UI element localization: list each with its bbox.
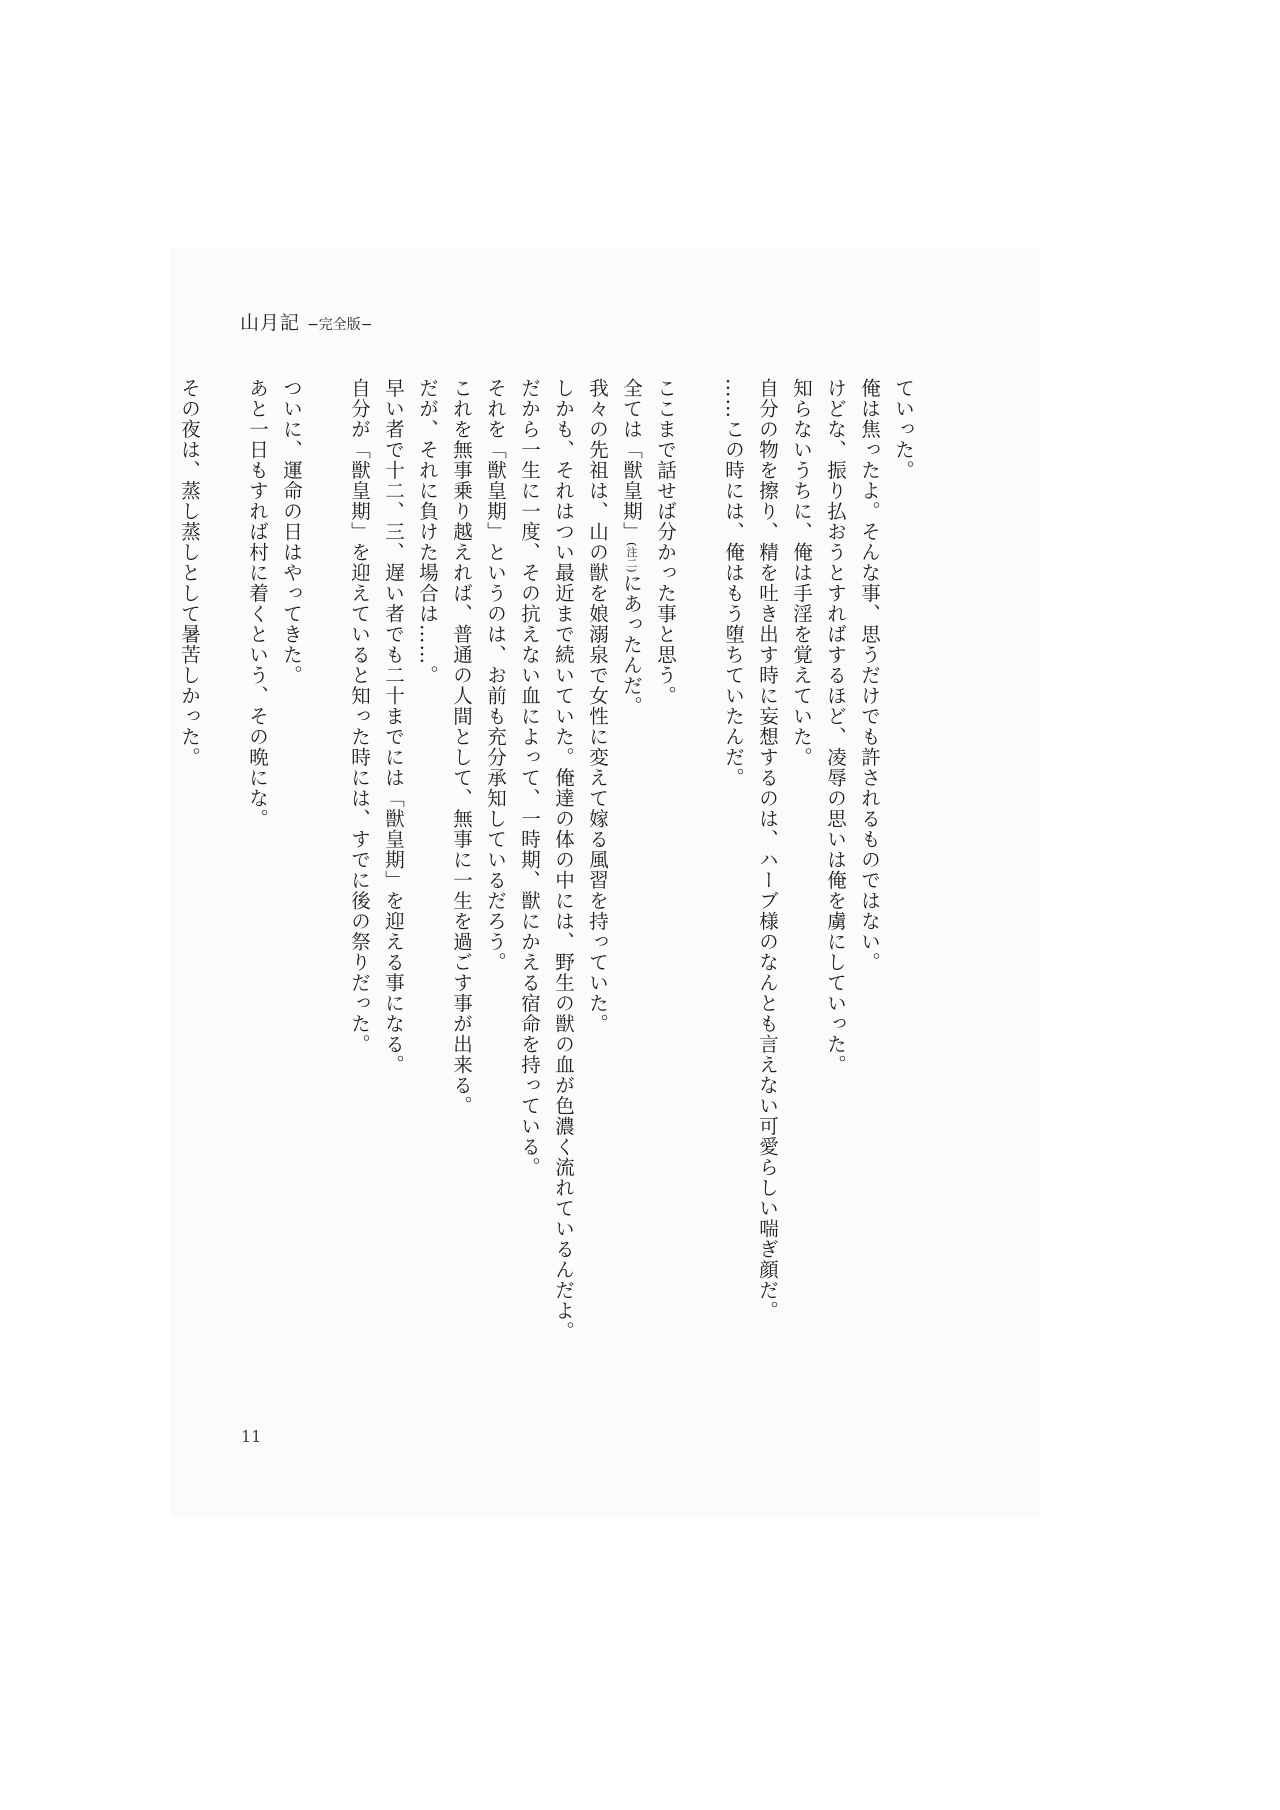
text-line: ここまで話せば分かった事と思う。	[654, 378, 677, 706]
text-line	[614, 378, 648, 1378]
text-line: ついに、運命の日はやってきた。	[280, 378, 303, 686]
text-line: あと一日もすれば村に着くという、その晩にな。	[246, 378, 269, 829]
text-line: その夜は、蒸し蒸しとして暑苦しかった。	[178, 378, 201, 768]
text-line: ……この時には、俺はもう堕ちていたんだ。	[722, 378, 745, 788]
book-subtitle: −完全版−	[307, 317, 373, 333]
paragraph-gap	[206, 378, 240, 1378]
text-line-part: にあったんだ。	[620, 572, 643, 717]
paragraph-gap	[308, 378, 342, 1378]
text-line: 自分が「獣皇期」を迎えていると知った時には、すでに後の祭りだった。	[348, 378, 371, 1055]
text-line: けどな、振り払おうとすればするほど、凌辱の思いは俺を虜にしていった。	[824, 378, 847, 1075]
text-line: これを無事乗り越えれば、普通の人間として、無事に一生を過ごす事が出来る。	[450, 378, 473, 1116]
page-number: 11	[241, 1427, 262, 1446]
text-line: ていった。	[892, 378, 915, 481]
book-title: 山月記	[240, 312, 301, 334]
text-line: しかも、それはつい最近まで続いていた。俺達の体の中には、野生の獣の血が色濃く流れているんだよ。	[552, 378, 575, 1342]
running-head	[240, 308, 373, 335]
text-line-part: 全ては「獣皇期」	[620, 378, 643, 542]
text-line: 知らないうちに、俺は手淫を覚えていた。	[790, 378, 813, 768]
text-line: 俺は焦ったよ。そんな事、思うだけでも許されるものではない。	[858, 378, 881, 973]
text-line: 早い者で十二、三、遅い者でも二十までには「獣皇期」を迎える事になる。	[382, 378, 405, 1075]
text-line: それを「獣皇期」というのは、お前も充分承知しているだろう。	[484, 378, 507, 973]
note-marker: (注二)	[625, 542, 638, 573]
text-line: 自分の物を擦り、精を吐き出す時に妄想するのは、ハーブ様のなんとも言えない可愛らしい喘ぎ顔だ。	[756, 378, 779, 1321]
paragraph-gap	[682, 378, 716, 1378]
vertical-body-text	[178, 378, 920, 1378]
text-line: 我々の先祖は、山の獣を娘溺泉で女性に変えて嫁る風習を持っていた。	[586, 378, 609, 1034]
text-line: だが、それに負けた場合は……。	[416, 378, 439, 686]
text-line: だから一生に一度、その抗えない血によって、一時期、獣にかえる宿命を持っている。	[518, 378, 541, 1178]
